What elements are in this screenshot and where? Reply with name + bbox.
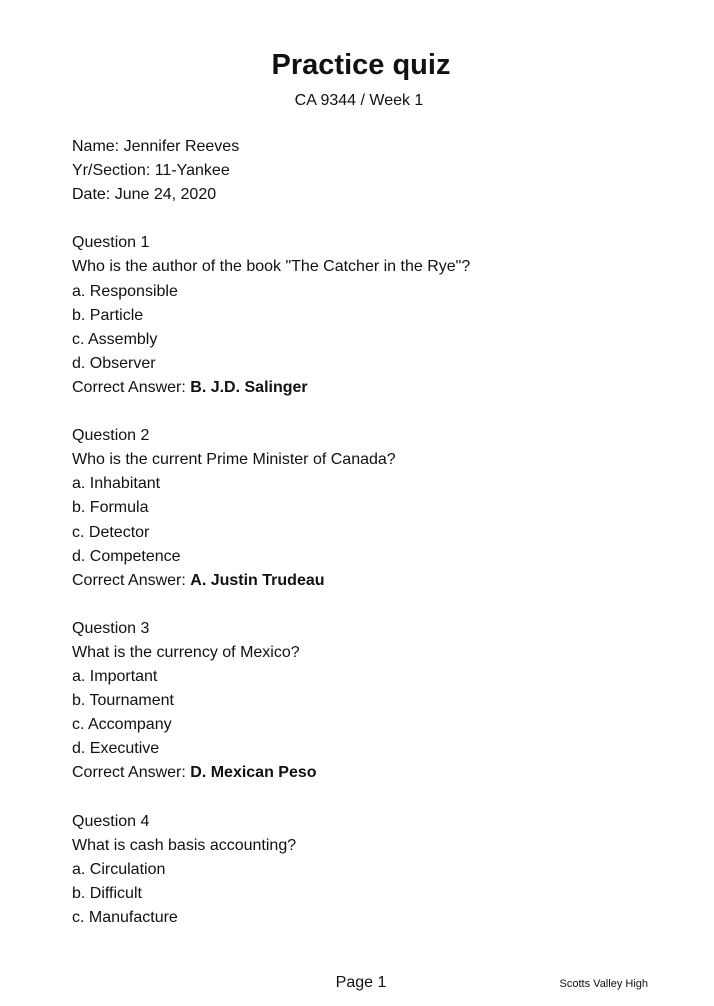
question-block-1 <box>72 231 672 400</box>
correct-answer <box>72 376 672 400</box>
question-prompt: Who is the current Prime Minister of Canada? <box>72 451 396 469</box>
question-option: c. Detector <box>72 523 150 541</box>
question-option: b. Tournament <box>72 692 174 710</box>
question-prompt: What is cash basis accounting? <box>72 836 297 854</box>
spacer <box>72 593 672 617</box>
question-option: a. Inhabitant <box>72 475 161 493</box>
question-option: d. Competence <box>72 547 181 565</box>
question-prompt: Who is the author of the book "The Catcher in the Rye"? <box>72 258 471 276</box>
question-heading: Question 1 <box>72 234 150 252</box>
school-name: Scotts Valley High <box>559 978 648 990</box>
student-info <box>72 135 672 207</box>
correct-answer <box>72 761 672 785</box>
question-option: a. Circulation <box>72 860 166 878</box>
correct-answer-value: D. Mexican Peso <box>190 764 317 782</box>
spacer <box>72 400 672 424</box>
question-option: a. Responsible <box>72 282 178 300</box>
question-heading: Question 3 <box>72 619 150 637</box>
correct-answer-value: A. Justin Trudeau <box>190 571 325 589</box>
question-option: d. Executive <box>72 740 160 758</box>
question-heading: Question 4 <box>72 812 150 830</box>
page-number: Page 1 <box>335 974 387 991</box>
student-section: Yr/Section: 11-Yankee <box>72 162 230 180</box>
question-option: d. Observer <box>72 354 156 372</box>
question-option: c. Manufacture <box>72 909 178 926</box>
question-block-3 <box>72 617 672 786</box>
question-option: a. Important <box>72 668 158 686</box>
correct-answer <box>72 569 672 593</box>
quiz-date: Date: June 24, 2020 <box>72 186 217 204</box>
correct-answer-value: B. J.D. Salinger <box>190 378 308 396</box>
page-title: Practice quiz <box>271 49 451 81</box>
correct-answer-label: Correct Answer: <box>72 571 191 589</box>
question-block-2 <box>72 424 672 593</box>
question-block-4 <box>72 810 672 930</box>
quiz-content <box>72 135 672 930</box>
question-option: b. Particle <box>72 306 144 324</box>
student-name: Name: Jennifer Reeves <box>72 138 240 155</box>
correct-answer-label: Correct Answer: <box>72 764 191 782</box>
question-heading: Question 2 <box>72 427 150 445</box>
spacer <box>72 207 672 231</box>
question-option: c. Accompany <box>72 716 172 734</box>
spacer <box>72 786 672 810</box>
question-option: b. Difficult <box>72 884 142 902</box>
question-option: c. Assembly <box>72 330 158 348</box>
question-option: b. Formula <box>72 499 149 517</box>
question-prompt: What is the currency of Mexico? <box>72 643 300 661</box>
correct-answer-label: Correct Answer: <box>72 378 191 396</box>
page-subtitle: CA 9344 / Week 1 <box>294 92 424 109</box>
